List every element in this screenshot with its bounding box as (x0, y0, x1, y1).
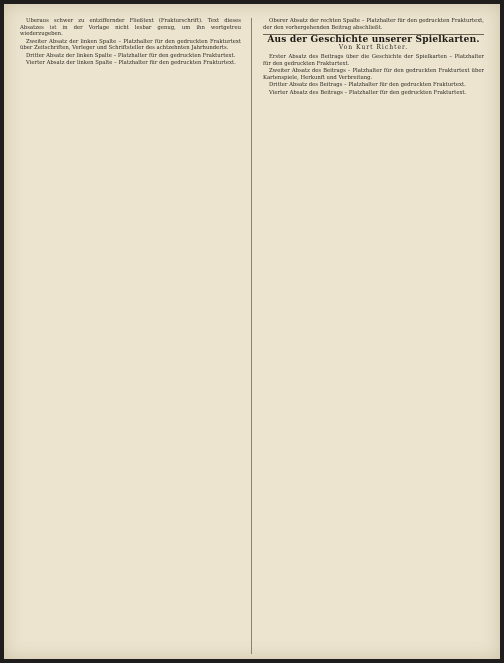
body-paragraph: Oberer Absatz der rechten Spalte – Platzhalter für den gedruckten Frakturtext, der den vorhergehenden Beitrag abschließt. (263, 18, 484, 31)
body-paragraph: Überaus schwer zu entziffernder Fließtext (Frakturschrift). Text dieses Absatzes ist in der Vorlage nicht lesbar genug, um ihn wortgetreu wiederzugeben. (20, 18, 241, 38)
article-byline: Von Kurt Richter. (338, 43, 409, 51)
body-paragraph: Erster Absatz des Beitrags über die Geschichte der Spielkarten – Platzhalter für den gedruckten Frakturtext. (263, 54, 484, 67)
right-text-column (263, 18, 484, 654)
left-text-column (20, 18, 241, 654)
body-paragraph: Zweiter Absatz der linken Spalte – Platzhalter für den gedruckten Frakturtext über Zeitschriften, Verleger und Schriftsteller des achtzehnten Jahrhunderts. (20, 38, 241, 52)
body-paragraph: Dritter Absatz der linken Spalte – Platzhalter für den gedruckten Frakturtext. (26, 52, 236, 59)
column-divider (251, 18, 252, 654)
article-title: Aus der Geschichte unserer Spielkarten. (267, 35, 480, 46)
body-paragraph: Vierter Absatz des Beitrags – Platzhalter für den gedruckten Frakturtext. (269, 89, 467, 96)
newspaper-page (4, 4, 500, 659)
body-paragraph: Zweiter Absatz des Beitrags – Platzhalter für den gedruckten Frakturtext über Kartenspiele, Herkunft und Verbreitung. (263, 68, 484, 81)
body-paragraph: Vierter Absatz der linken Spalte – Platzhalter für den gedruckten Frakturtext. (26, 60, 236, 67)
body-paragraph: Dritter Absatz des Beitrags – Platzhalter für den gedruckten Frakturtext. (269, 82, 466, 89)
